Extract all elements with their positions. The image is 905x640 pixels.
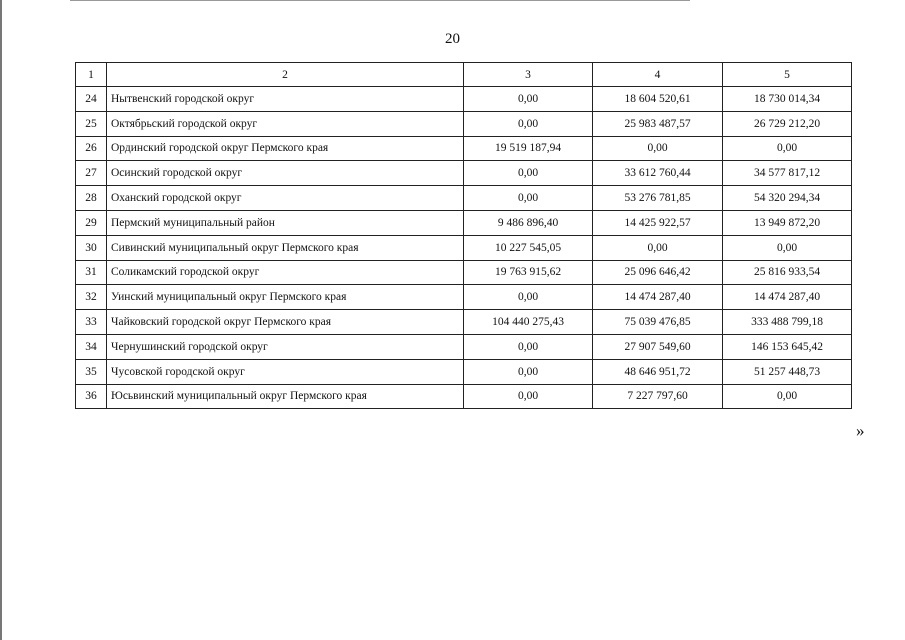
table-header-cell: 5 [723, 63, 852, 87]
column-5-value-cell: 54 320 294,34 [723, 186, 852, 211]
column-3-value-cell: 104 440 275,43 [464, 310, 593, 335]
row-number-cell: 31 [76, 260, 107, 285]
scan-top-line [70, 0, 690, 1]
row-number-cell: 24 [76, 87, 107, 112]
municipality-name-cell: Чусовской городской округ [107, 359, 464, 384]
municipality-name-cell: Ординский городской округ Пермского края [107, 136, 464, 161]
page-number: 20 [445, 31, 460, 47]
column-5-value-cell: 34 577 817,12 [723, 161, 852, 186]
table-row [76, 87, 852, 112]
column-4-value-cell: 18 604 520,61 [593, 87, 723, 112]
row-number-cell: 32 [76, 285, 107, 310]
municipality-name-cell: Соликамский городской округ [107, 260, 464, 285]
row-number-cell: 34 [76, 334, 107, 359]
column-4-value-cell: 75 039 476,85 [593, 310, 723, 335]
column-3-value-cell: 0,00 [464, 111, 593, 136]
row-number-cell: 35 [76, 359, 107, 384]
column-4-value-cell: 14 474 287,40 [593, 285, 723, 310]
column-4-value-cell: 25 983 487,57 [593, 111, 723, 136]
row-number-cell: 29 [76, 210, 107, 235]
column-4-value-cell: 14 425 922,57 [593, 210, 723, 235]
column-5-value-cell: 25 816 933,54 [723, 260, 852, 285]
column-4-value-cell: 48 646 951,72 [593, 359, 723, 384]
table-row [76, 359, 852, 384]
row-number-cell: 27 [76, 161, 107, 186]
column-4-value-cell: 0,00 [593, 235, 723, 260]
table-row [76, 136, 852, 161]
column-4-value-cell: 7 227 797,60 [593, 384, 723, 409]
table-row [76, 186, 852, 211]
municipality-name-cell: Сивинский муниципальный округ Пермского края [107, 235, 464, 260]
column-3-value-cell: 0,00 [464, 334, 593, 359]
table-body [76, 87, 852, 409]
row-number-cell: 26 [76, 136, 107, 161]
column-5-value-cell: 13 949 872,20 [723, 210, 852, 235]
column-5-value-cell: 333 488 799,18 [723, 310, 852, 335]
column-5-value-cell: 0,00 [723, 235, 852, 260]
column-5-value-cell: 14 474 287,40 [723, 285, 852, 310]
municipality-name-cell: Нытвенский городской округ [107, 87, 464, 112]
table-row [76, 235, 852, 260]
column-3-value-cell: 0,00 [464, 87, 593, 112]
page-edge-left [0, 0, 2, 640]
column-5-value-cell: 0,00 [723, 136, 852, 161]
table-row [76, 111, 852, 136]
municipality-name-cell: Пермский муниципальный район [107, 210, 464, 235]
closing-quote-mark: » [856, 421, 865, 440]
column-4-value-cell: 33 612 760,44 [593, 161, 723, 186]
column-3-value-cell: 0,00 [464, 285, 593, 310]
table-row [76, 310, 852, 335]
column-4-value-cell: 0,00 [593, 136, 723, 161]
table-header-row [76, 63, 852, 87]
column-4-value-cell: 25 096 646,42 [593, 260, 723, 285]
row-number-cell: 36 [76, 384, 107, 409]
table-row [76, 285, 852, 310]
column-3-value-cell: 19 519 187,94 [464, 136, 593, 161]
column-4-value-cell: 27 907 549,60 [593, 334, 723, 359]
row-number-cell: 28 [76, 186, 107, 211]
municipality-name-cell: Осинский городской округ [107, 161, 464, 186]
row-number-cell: 33 [76, 310, 107, 335]
table-row [76, 260, 852, 285]
column-3-value-cell: 0,00 [464, 161, 593, 186]
column-3-value-cell: 0,00 [464, 384, 593, 409]
column-3-value-cell: 0,00 [464, 359, 593, 384]
table-row [76, 161, 852, 186]
row-number-cell: 30 [76, 235, 107, 260]
column-5-value-cell: 18 730 014,34 [723, 87, 852, 112]
municipality-name-cell: Чайковский городской округ Пермского края [107, 310, 464, 335]
row-number-cell: 25 [76, 111, 107, 136]
column-3-value-cell: 0,00 [464, 186, 593, 211]
column-5-value-cell: 51 257 448,73 [723, 359, 852, 384]
data-table [75, 62, 852, 409]
table-row [76, 210, 852, 235]
table-header-cell: 3 [464, 63, 593, 87]
municipality-name-cell: Юсьвинский муниципальный округ Пермского края [107, 384, 464, 409]
municipality-name-cell: Чернушинский городской округ [107, 334, 464, 359]
column-3-value-cell: 19 763 915,62 [464, 260, 593, 285]
table-header-cell: 4 [593, 63, 723, 87]
table-row [76, 334, 852, 359]
column-5-value-cell: 26 729 212,20 [723, 111, 852, 136]
municipality-name-cell: Октябрьский городской округ [107, 111, 464, 136]
column-5-value-cell: 0,00 [723, 384, 852, 409]
table-row [76, 384, 852, 409]
municipality-name-cell: Уинский муниципальный округ Пермского края [107, 285, 464, 310]
column-3-value-cell: 10 227 545,05 [464, 235, 593, 260]
table-header-cell: 2 [107, 63, 464, 87]
table-header-cell: 1 [76, 63, 107, 87]
column-3-value-cell: 9 486 896,40 [464, 210, 593, 235]
municipality-name-cell: Оханский городской округ [107, 186, 464, 211]
column-5-value-cell: 146 153 645,42 [723, 334, 852, 359]
column-4-value-cell: 53 276 781,85 [593, 186, 723, 211]
